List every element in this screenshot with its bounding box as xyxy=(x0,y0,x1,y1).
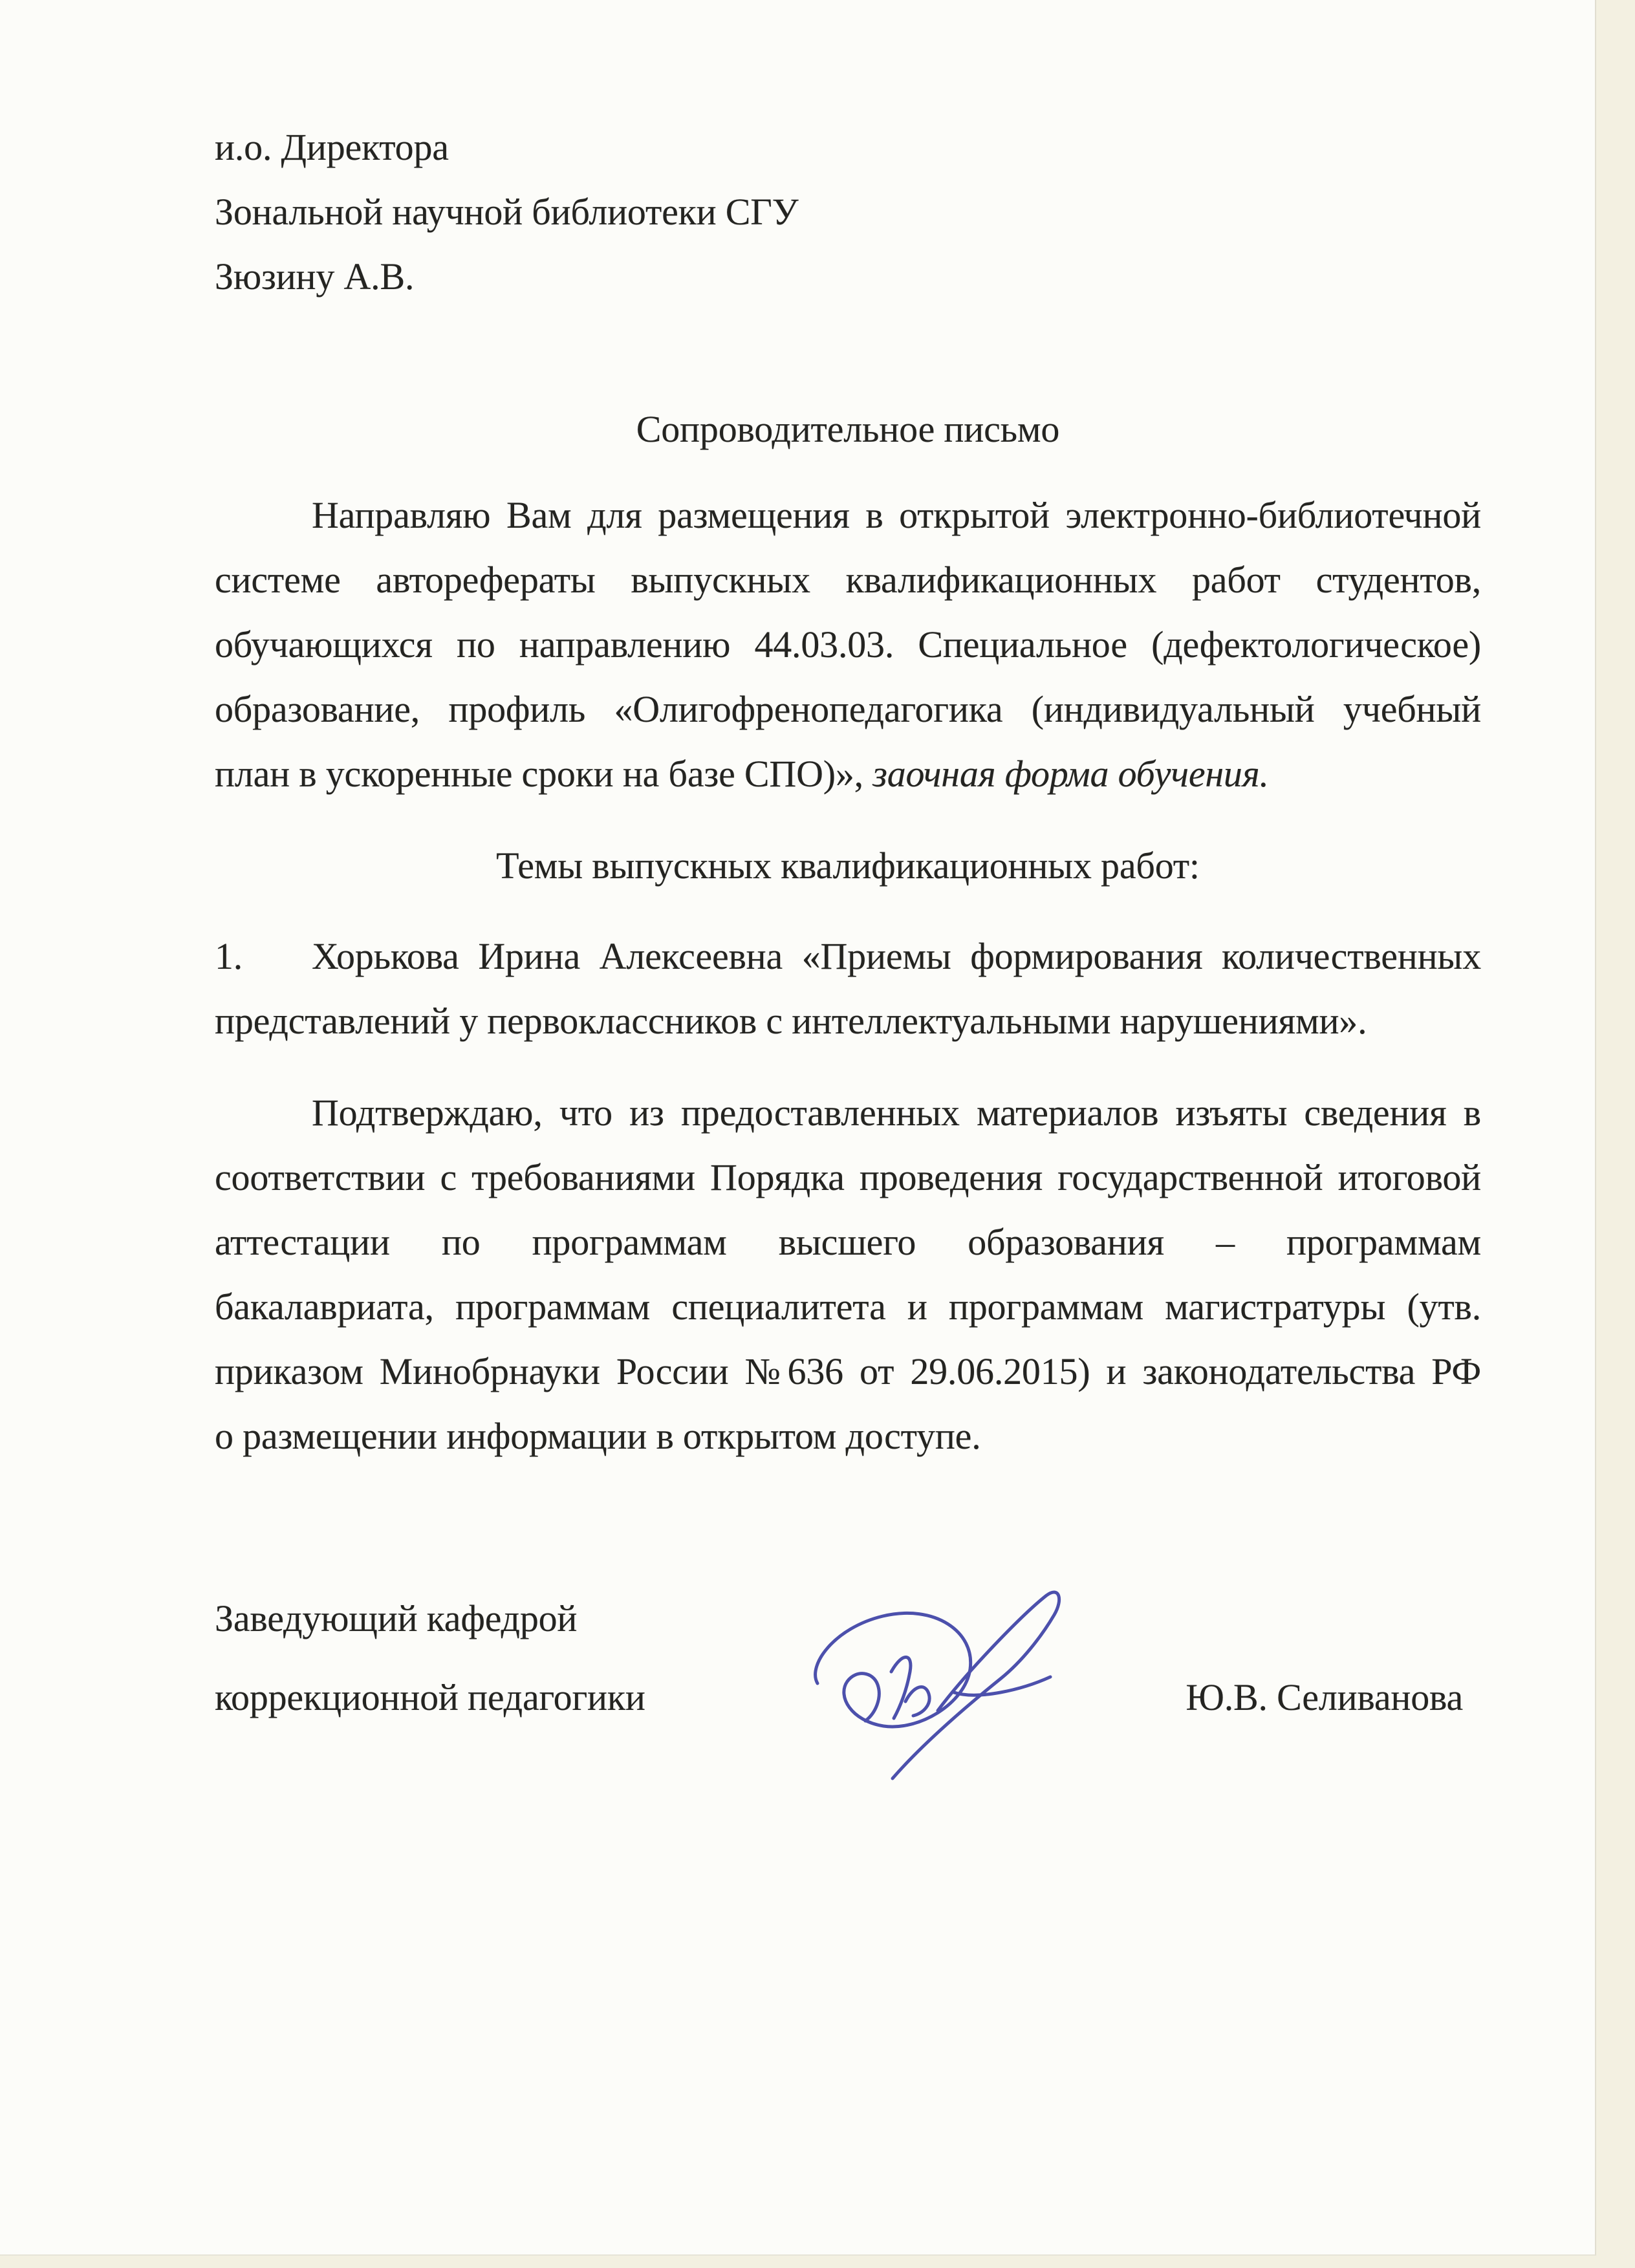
text-line: соответствии с требованиями Порядка проведения государственной итоговой xyxy=(215,1156,1481,1198)
text-line: Подтверждаю, что из предоставленных материалов изъяты сведения в xyxy=(312,1092,1481,1134)
text-line: бакалавриата, программам специалитета и программам магистратуры (утв. xyxy=(215,1286,1481,1328)
text-line: аттестации по программам высшего образования – программам xyxy=(215,1221,1481,1263)
text-segment: план в ускоренные сроки на базе СПО)», xyxy=(215,753,873,795)
intro-paragraph xyxy=(215,483,1481,806)
signer-name: Ю.В. Селиванова xyxy=(1186,1676,1463,1718)
list-item-number: 1. xyxy=(215,935,243,977)
text-line: 1. Хорькова Ирина Алексеевна «Приемы формирования количественных xyxy=(215,924,1481,989)
text-line: Зюзину А.В. xyxy=(215,255,415,297)
works-heading: Темы выпускных квалификационных работ: xyxy=(496,845,1200,887)
recipient-block xyxy=(215,115,1481,309)
signature-stroke-middle-1 xyxy=(891,1657,911,1718)
text-line: представлений у первоклассников с интеллектуальными нарушениями». xyxy=(215,1000,1367,1042)
signature-stroke-middle-2 xyxy=(905,1687,929,1716)
signature-stroke-loop xyxy=(893,1592,1059,1778)
text-line: о размещении информации в открытом доступе. xyxy=(215,1415,981,1457)
italic-text-segment: заочная форма обучения. xyxy=(872,753,1269,795)
text-line: образование, профиль «Олигофренопедагогика (индивидуальный учебный xyxy=(215,688,1481,730)
works-list xyxy=(215,924,1481,1053)
text-line: обучающихся по направлению 44.03.03. Специальное (дефектологическое) xyxy=(215,623,1481,665)
handwritten-signature-icon xyxy=(808,1575,1080,1791)
text-line: и.о. Директора xyxy=(215,126,449,168)
letter-title: Сопроводительное письмо xyxy=(636,408,1060,450)
text-line xyxy=(215,742,1481,806)
text-line: Направляю Вам для размещения в открытой электронно-библиотечной xyxy=(312,494,1481,536)
text-line: приказом Минобрнауки России №636 от 29.06.2015) и законодательства РФ xyxy=(215,1350,1481,1392)
text-line: Зональной научной библиотеки СГУ xyxy=(215,191,799,233)
signer-position-line-1: Заведующий кафедрой xyxy=(215,1597,578,1639)
text-line: системе авторефераты выпускных квалификационных работ студентов, xyxy=(215,559,1481,601)
signer-position-line-2: коррекционной педагогики xyxy=(215,1676,645,1718)
confirmation-paragraph xyxy=(215,1081,1481,1469)
